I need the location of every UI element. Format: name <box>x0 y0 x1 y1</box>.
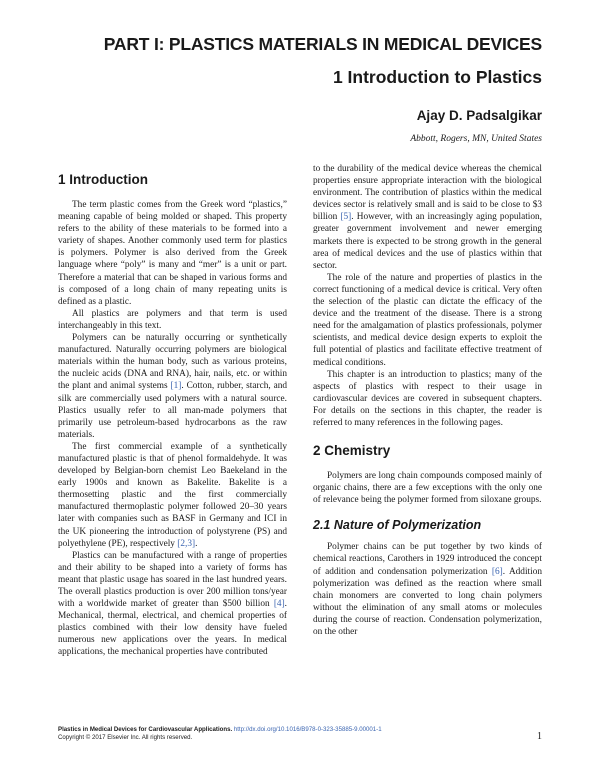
citation-link[interactable]: [5] <box>340 212 352 223</box>
chapter-title: 1 Introduction to Plastics <box>332 67 542 87</box>
paragraph: The term plastic comes from the Greek word “plastics,” meaning capable of being molded or shaped. This property refers to the ability of these materials to be formed into a variety of shapes. Another commonly used term for plastics is polymers. Polymer is also derived from the Greek language where “poly” is many and “mer” is a unit or part. Therefore a material that can be shaped in various forms and is composed of a long chain of many repeating units is defined as a plastic. <box>58 200 287 307</box>
citation-link[interactable]: [1] <box>170 381 182 392</box>
doi-link[interactable]: http://dx.doi.org/10.1016/B978-0-323-35885-9.00001-1 <box>233 726 382 733</box>
text-run: The first commercial example of a synthetically manufactured plastic is that of phenol formaldehyde. It was developed by Belgian-born chemist Leo Baekeland in the early 1900s and known as Bakelite. Bakelite is a thermosetting plastic and the first commercially manufactured thermoplastic polymer followed 20–30 years later with companies such as BASF in Germany and ICI in the UK pioneering the introduction of polystyrene (PS) and polyethylene (PE), respectively <box>58 441 287 549</box>
paragraph: Polymers are long chain compounds composed mainly of organic chains, there are a few exceptions with the only one of relevance being the polymer formed from siloxane groups. <box>313 471 542 506</box>
part-title: PART I: PLASTICS MATERIALS IN MEDICAL DEVICES <box>103 34 542 54</box>
section-heading-chemistry: 2 Chemistry <box>313 443 391 459</box>
citation-link[interactable]: [2,3] <box>177 538 196 549</box>
text-run: . <box>195 538 198 549</box>
author-affiliation: Abbott, Rogers, MN, United States <box>410 134 542 144</box>
text-run: Polymers can be naturally occurring or synthetically manufactured. Naturally occurring polymers are biological materials within the human body, such as various proteins, the nucleic acids (DNA and RNA), hair, nails, etc. or within the plant and animal systems <box>58 333 287 392</box>
text-run: . However, with an increasingly aging population, greater government involvement and newer emerging markets there is expected to be strong growth in the general area of medical devices and the use of plastics within that sector. <box>313 212 543 271</box>
section-heading-introduction: 1 Introduction <box>58 172 148 187</box>
page-number: 1 <box>537 731 542 742</box>
right-column <box>313 163 542 638</box>
left-column <box>58 163 287 659</box>
paragraph: This chapter is an introduction to plastics; many of the aspects of plastics with respect to their usage in cardiovascular devices are covered in subsequent chapters. For details on the sections in this chapter, the reader is referred to many references in the following pages. <box>313 369 542 428</box>
text-run: Polymer chains can be put together by two kinds of chemical reactions, Carothers in 1929 introduced the concept of addition and condensation polymerization <box>313 542 542 577</box>
copyright: Copyright © 2017 Elsevier Inc. All rights reserved. <box>58 734 193 741</box>
text-run: to the durability of the medical device whereas the chemical properties ensure appropriate interaction with the biological environment. The contribution of plastics within the medical devices sector is relatively small and is said to be close to $3 billion <box>313 164 542 223</box>
text-run: . Mechanical, thermal, electrical, and chemical properties of plastics combined with their low density have fueled numerous new applications over the years. In medical applications, the mechanical properties have contributed <box>58 599 287 658</box>
text-run: . Addition polymerization was defined as the reaction where small chain monomers are converted to long chain polymers without the elimination of any small atoms or molecules during the course of reaction. Condensation polymerization, on the other <box>313 566 543 637</box>
paragraph: The role of the nature and properties of plastics in the correct functioning of a medical device is critical. Very often the selection of the plastic can dictate the efficacy of the device and the treatment of the disease. There is a strong need for the amalgamation of plastics professionals, polymer scientists, and medical device design experts to exploit the full potential of plastics and facilitate effective treatment of medical conditions. <box>313 272 542 368</box>
paragraph <box>58 550 287 659</box>
paragraph <box>58 332 287 441</box>
paragraph <box>313 541 542 638</box>
paragraph <box>58 441 287 550</box>
citation-link[interactable]: [6] <box>491 566 503 577</box>
footer-book-reference <box>58 726 548 734</box>
paragraph-continued <box>313 163 542 272</box>
citation-link[interactable]: [4] <box>273 599 285 610</box>
author-name: Ajay D. Padsalgikar <box>416 108 542 123</box>
text-run: Plastics can be manufactured with a range of properties and their ability to be shaped into a variety of forms has meant that plastic usage has soared in the last hundred years. The overall plastics production is over 200 million tons/year with a worldwide market of greater than $500 billion <box>58 550 287 610</box>
text-run: . Cotton, rubber, starch, and silk are commercially used polymers with a natural source. Plastics usually refer to all man-made polymers that primarily use petroleum-based hydrocarbons as the raw materials. <box>58 381 288 440</box>
book-title: Plastics in Medical Devices for Cardiovascular Applications. <box>58 726 234 733</box>
subsection-heading-nature-of-polymerization: 2.1 Nature of Polymerization <box>313 518 482 533</box>
paragraph: All plastics are polymers and that term is used interchangeably in this text. <box>58 308 287 331</box>
footer <box>58 726 548 742</box>
